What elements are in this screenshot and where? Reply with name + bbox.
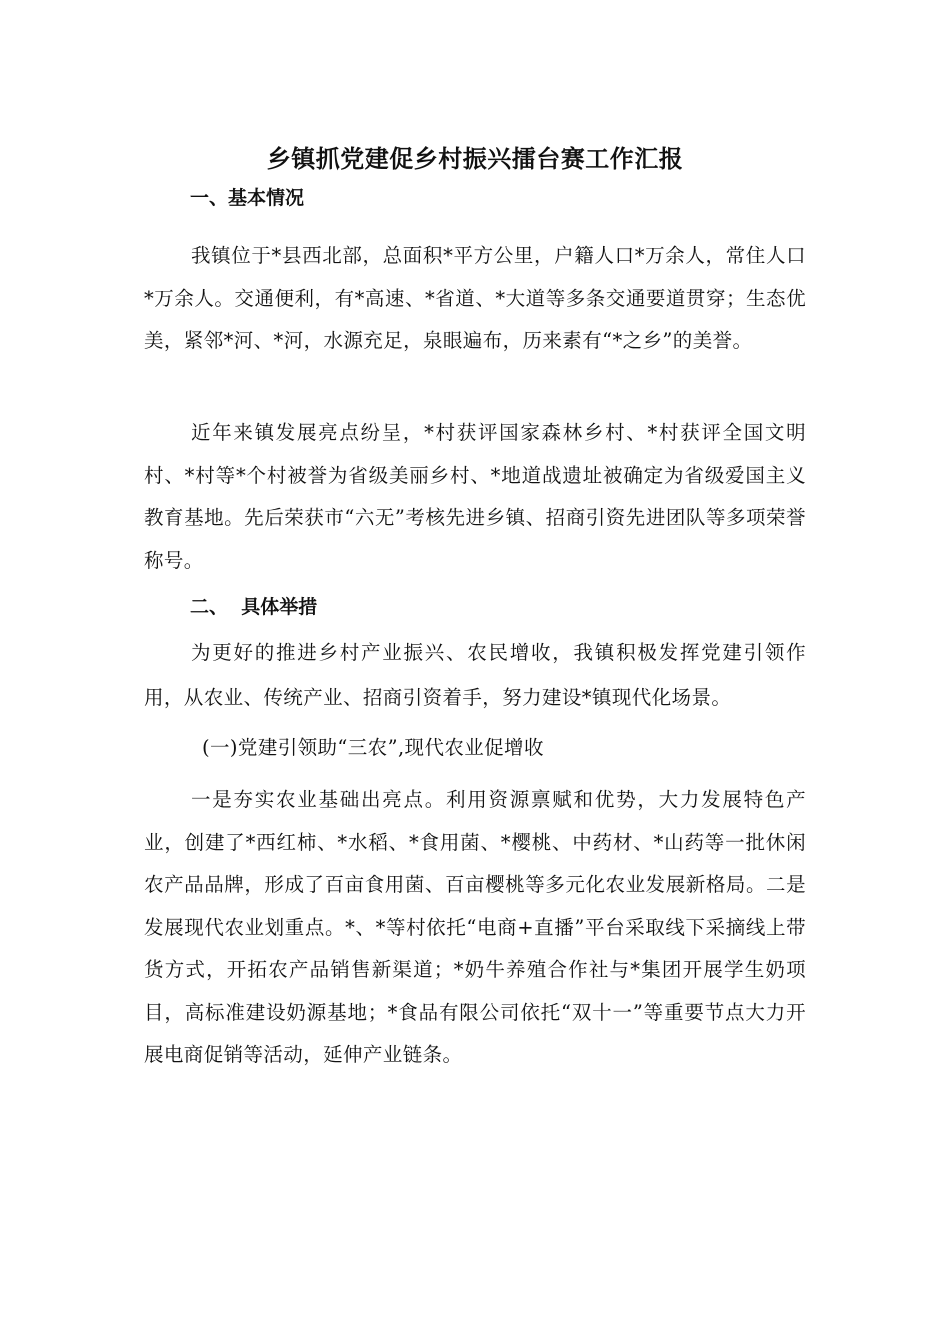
section-heading-basic-info: 一、基本情况 — [190, 187, 305, 209]
paragraph-agriculture-details: 一是夯实农业基础出亮点。利用资源禀赋和优势，大力发展特色产业，创建了*西红柿、*水稻、*食用菌、*樱桃、中药材、*山药等一批休闲农产品品牌，形成了百亩食用菌、百亩樱桃等多元化农业发展新格局。二是发展现代农业划重点。*、*等村依托“电商+直播”平台采取线下采摘线上带货方式，开拓农产品销售新渠道；*奶牛养殖合作社与*集团开展学生奶项目，高标准建设奶源基地；*食品有限公司依托“双十一”等重要节点大力开展电商促销等活动，延伸产业链条。 — [144, 788, 806, 1066]
paragraph-town-honors: 近年来镇发展亮点纷呈，*村获评国家森林乡村、*村获评全国文明村、*村等*个村被誉为省级美丽乡村、*地道战遗址被确定为省级爱国主义教育基地。先后荣获市“六无”考核先进乡镇、招商引资先进团队等多项荣誉称号。 — [144, 421, 806, 572]
paragraph-measures-intro: 为更好的推进乡村产业振兴、农民增收，我镇积极发挥党建引领作用，从农业、传统产业、招商引资着手，努力建设*镇现代化场景。 — [144, 641, 806, 709]
section-heading-measures: 二、 具体举措 — [190, 596, 318, 618]
subsection-heading-agriculture: (一)党建引领助“三农”,现代农业促增收 — [202, 736, 544, 759]
paragraph-town-overview: 我镇位于*县西北部，总面积*平方公里，户籍人口*万余人，常住人口*万余人。交通便利，有*高速、*省道、*大道等多条交通要道贯穿；生态优美，紧邻*河、*河，水源充足，泉眼遍布，历来素有“*之乡”的美誉。 — [144, 244, 806, 352]
document-title: 乡镇抓党建促乡村振兴擂台赛工作汇报 — [266, 145, 684, 173]
